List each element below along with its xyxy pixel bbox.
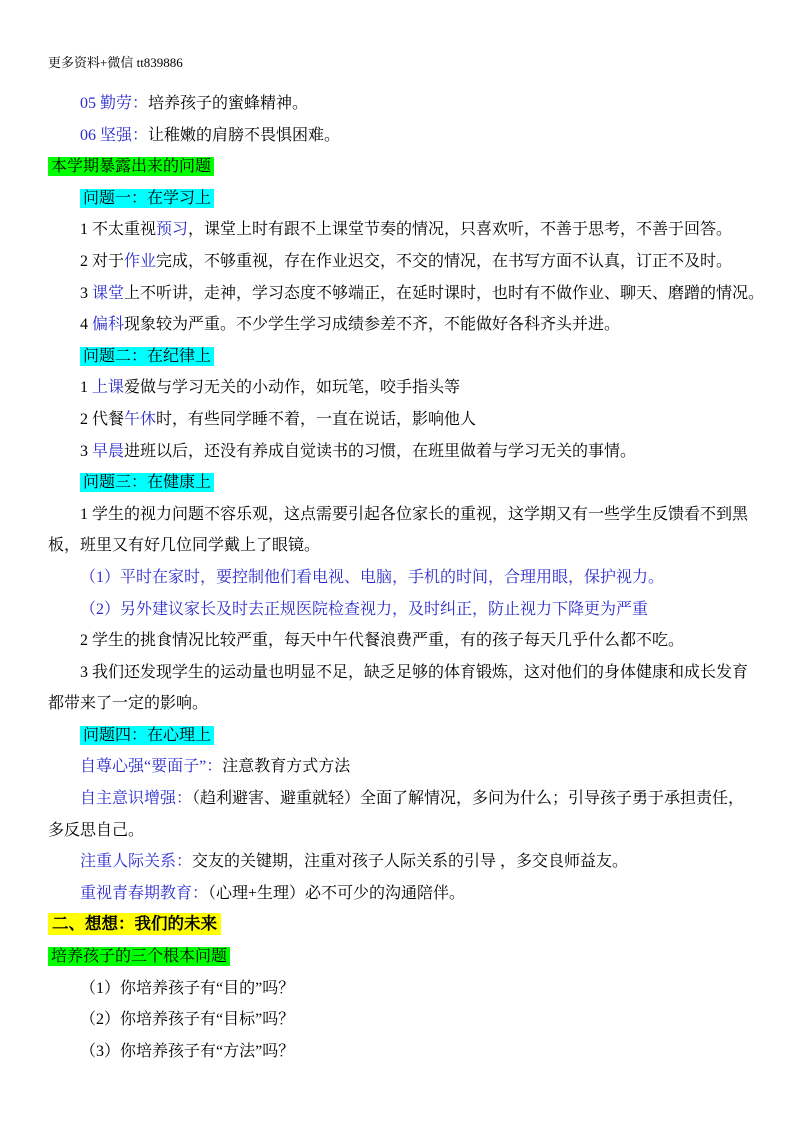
virtue-item-05 (48, 88, 765, 120)
advice-item (48, 594, 765, 626)
psych-label: 注重人际关系： (80, 853, 193, 871)
problem-item (48, 657, 765, 689)
item-text: 1 学生的视力问题不容乐观，这点需要引起各位家长的重视，这学期又有一些学生反馈看不到黑 (80, 505, 749, 523)
item-text: 进班以后，还没有养成自觉读书的习惯，在班里做着与学习无关的事情。 (124, 442, 637, 460)
problem-heading-4 (48, 720, 765, 752)
item-text: 完成，不够重视，存在作业迟交，不交的情况，在书写方面不认真，订正不及时。 (156, 252, 733, 270)
item-text: 时，有些同学睡不着，一直在说话，影响他人 (156, 410, 477, 428)
problem-item (48, 278, 765, 310)
psych-point (48, 878, 765, 910)
item-keyword: 作业 (124, 252, 157, 270)
item-text: 板，班里又有好几位同学戴上了眼镜。 (48, 537, 321, 555)
item-text: 现象较为严重。不少学生学习成绩参差不齐，不能做好各科齐头并进。 (124, 316, 621, 334)
psych-point-continuation (48, 815, 765, 847)
green-highlight-text: 本学期暴露出来的问题 (48, 157, 214, 176)
section-heading-problems (48, 151, 765, 183)
question-item (48, 973, 765, 1005)
problem-item (48, 436, 765, 468)
cyan-highlight-text: 问题四：在心理上 (80, 726, 214, 745)
section-heading-three-questions (48, 941, 765, 973)
psych-text: 注意教育方式方法 (222, 758, 351, 776)
item-text: 1 (80, 379, 92, 397)
cyan-highlight-text: 问题二：在纪律上 (80, 347, 214, 366)
question-item (48, 1036, 765, 1068)
problem-item (48, 372, 765, 404)
section-heading-future (48, 909, 765, 941)
item-text: 3 我们还发现学生的运动量也明显不足，缺乏足够的体育锻炼，这对他们的身体健康和成长发育 (80, 663, 749, 681)
item-keyword: 偏科 (92, 316, 125, 334)
virtue-desc: 让稚嫩的肩膀不畏惧困难。 (148, 126, 341, 144)
problem-heading-1 (48, 183, 765, 215)
problem-heading-3 (48, 467, 765, 499)
psych-label: 重视青春期教育： (80, 884, 209, 902)
virtue-label: 06 坚强： (80, 126, 149, 144)
item-text: 2 代餐 (80, 410, 125, 428)
advice-text: （2）另外建议家长及时去正规医院检查视力，及时纠正，防止视力下降更为严重 (80, 600, 649, 618)
cyan-highlight-text: 问题三：在健康上 (80, 473, 214, 492)
item-text: 都带来了一定的影响。 (48, 695, 209, 713)
item-text: 4 (80, 316, 92, 334)
problem-item (48, 499, 765, 531)
question-item (48, 1004, 765, 1036)
advice-item (48, 562, 765, 594)
virtue-desc: 培养孩子的蜜蜂精神。 (148, 95, 309, 112)
yellow-highlight-text: 二、想想：我们的未来 (48, 913, 221, 935)
problem-item (48, 246, 765, 278)
item-keyword: 上课 (92, 379, 125, 397)
item-text: 3 (80, 442, 92, 460)
item-text: 上不听讲，走神，学习态度不够端正，在延时课时，也时有不做作业、聊天、磨蹭的情况。 (124, 284, 765, 302)
item-keyword: 早晨 (92, 442, 125, 460)
green-highlight-text: 培养孩子的三个根本问题 (48, 947, 230, 966)
item-text: ，课堂上时有跟不上课堂节奏的情况，只喜欢听，不善于思考，不善于回答。 (188, 221, 733, 239)
problem-item (48, 404, 765, 436)
problem-item (48, 214, 765, 246)
problem-item (48, 625, 765, 657)
virtue-item-06 (48, 120, 765, 152)
problem-item-continuation (48, 688, 765, 720)
item-text: 1 不太重视 (80, 221, 157, 239)
psych-text: 多反思自己。 (48, 821, 145, 839)
item-keyword: 午休 (124, 410, 157, 428)
item-text: 2 对于 (80, 252, 125, 270)
psych-text: （趋利避害、避重就轻）全面了解情况，多问为什么；引导孩子勇于承担责任， (192, 790, 745, 808)
psych-text: （心理+生理）必不可少的沟通陪伴。 (208, 884, 466, 902)
question-text: （2）你培养孩子有“目标”吗？ (80, 1011, 295, 1029)
cyan-highlight-text: 问题一：在学习上 (80, 189, 214, 208)
psych-label: 自主意识增强： (80, 790, 193, 808)
item-text: 3 (80, 284, 92, 302)
watermark-text: 更多资料+微信 tt839886 (48, 55, 183, 70)
psych-text: 交友的关键期，注重对孩子人际关系的引导 ，多交良师益友。 (192, 853, 629, 871)
item-keyword: 预习 (156, 221, 189, 239)
advice-text: （1）平时在家时，要控制他们看电视、电脑，手机的时间，合理用眼，保护视力。 (80, 568, 665, 586)
item-keyword: 课堂 (92, 284, 125, 302)
problem-item (48, 309, 765, 341)
question-text: （3）你培养孩子有“方法”吗？ (80, 1042, 295, 1060)
problem-heading-2 (48, 341, 765, 373)
psych-point (48, 783, 765, 815)
virtue-label: 05 勤劳： (80, 95, 149, 112)
psych-label: 自尊心强“要面子”： (80, 758, 223, 776)
item-text: 2 学生的挑食情况比较严重，每天中午代餐浪费严重，有的孩子每天几乎什么都不吃。 (80, 632, 685, 650)
item-text: 爱做与学习无关的小动作，如玩笔，咬手指头等 (124, 379, 461, 397)
psych-point (48, 846, 765, 878)
problem-item-continuation (48, 530, 765, 562)
question-text: （1）你培养孩子有“目的”吗？ (80, 979, 295, 997)
psych-point (48, 751, 765, 783)
document-body (48, 88, 765, 1067)
